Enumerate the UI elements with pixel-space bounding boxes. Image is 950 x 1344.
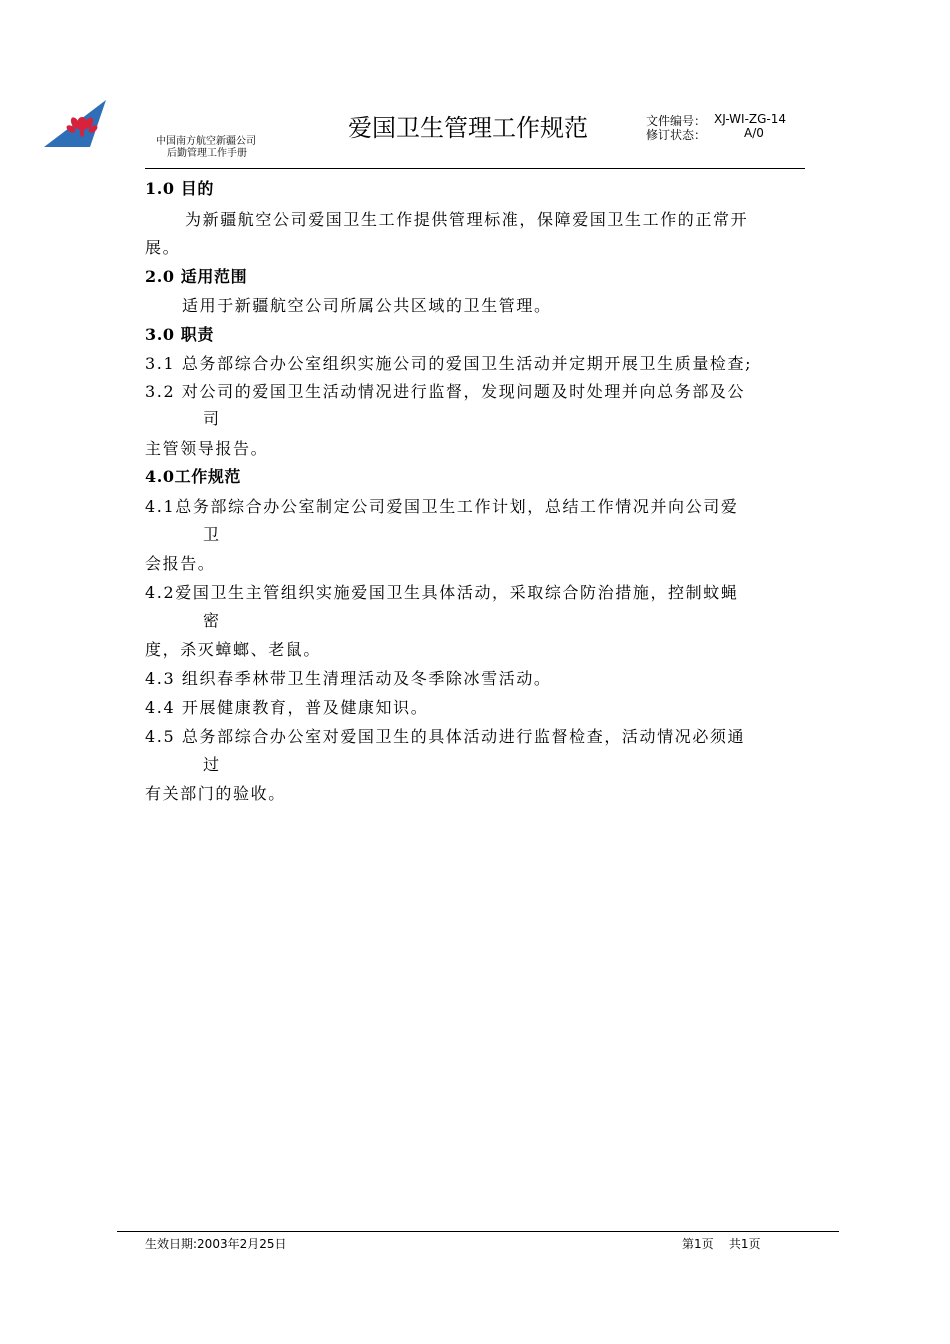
paragraph: 适用于新疆航空公司所属公共区域的卫生管理。 (182, 296, 552, 315)
list-item: 4.1总务部综合办公室制定公司爱国卫生工作计划，总结工作情况并向公司爱 (145, 497, 739, 516)
list-item-continuation: 过 (203, 755, 221, 774)
page-info: 第1页 共1页 (682, 1237, 761, 1251)
list-item: 3.2 对公司的爱国卫生活动情况进行监督，发现问题及时处理并向总务部及公 (145, 382, 746, 401)
section-heading: 2.0 适用范围 (145, 267, 248, 286)
section-heading: 4.0工作规范 (145, 467, 242, 486)
section-heading: 1.0 目的 (145, 179, 215, 198)
footer-divider (117, 1231, 839, 1232)
company-line-1: 中国南方航空新疆公司 (156, 136, 256, 147)
paragraph: 为新疆航空公司爱国卫生工作提供管理标准，保障爱国卫生工作的正常开 (185, 210, 749, 229)
company-logo (44, 100, 110, 148)
list-item: 4.3 组织春季林带卫生清理活动及冬季除冰雪活动。 (145, 669, 552, 688)
list-item-continuation: 卫 (203, 525, 221, 544)
company-line-2: 后勤管理工作手册 (167, 148, 247, 159)
list-item-continuation: 主管领导报告。 (145, 439, 269, 458)
list-item-continuation: 有关部门的验收。 (145, 784, 286, 803)
revision-label: 修订状态： (646, 128, 707, 142)
effective-date: 生效日期:2003年2月25日 (145, 1237, 287, 1251)
list-item-continuation: 会报告。 (145, 554, 216, 573)
doc-number-value: XJ-WI-ZG-14 (714, 112, 787, 126)
company-name (156, 136, 256, 160)
list-item: 4.4 开展健康教育，普及健康知识。 (145, 698, 429, 717)
doc-number-label: 文件编号： (646, 114, 707, 128)
list-item-continuation: 司 (203, 409, 221, 428)
paragraph: 展。 (145, 238, 181, 257)
list-item: 4.2爱国卫生主管组织实施爱国卫生具体活动，采取综合防治措施，控制蚊蝇 (145, 583, 739, 602)
section-heading: 3.0 职责 (145, 325, 215, 344)
list-item: 3.1 总务部综合办公室组织实施公司的爱国卫生活动并定期开展卫生质量检查; (145, 354, 753, 373)
document-title: 爱国卫生管理工作规范 (348, 114, 588, 142)
header-divider (145, 168, 805, 169)
list-item-continuation: 度，杀灭蟑螂、老鼠。 (145, 640, 322, 659)
list-item: 4.5 总务部综合办公室对爱国卫生的具体活动进行监督检查，活动情况必须通 (145, 727, 746, 746)
revision-value: A/0 (744, 126, 764, 140)
list-item-continuation: 密 (203, 611, 221, 630)
